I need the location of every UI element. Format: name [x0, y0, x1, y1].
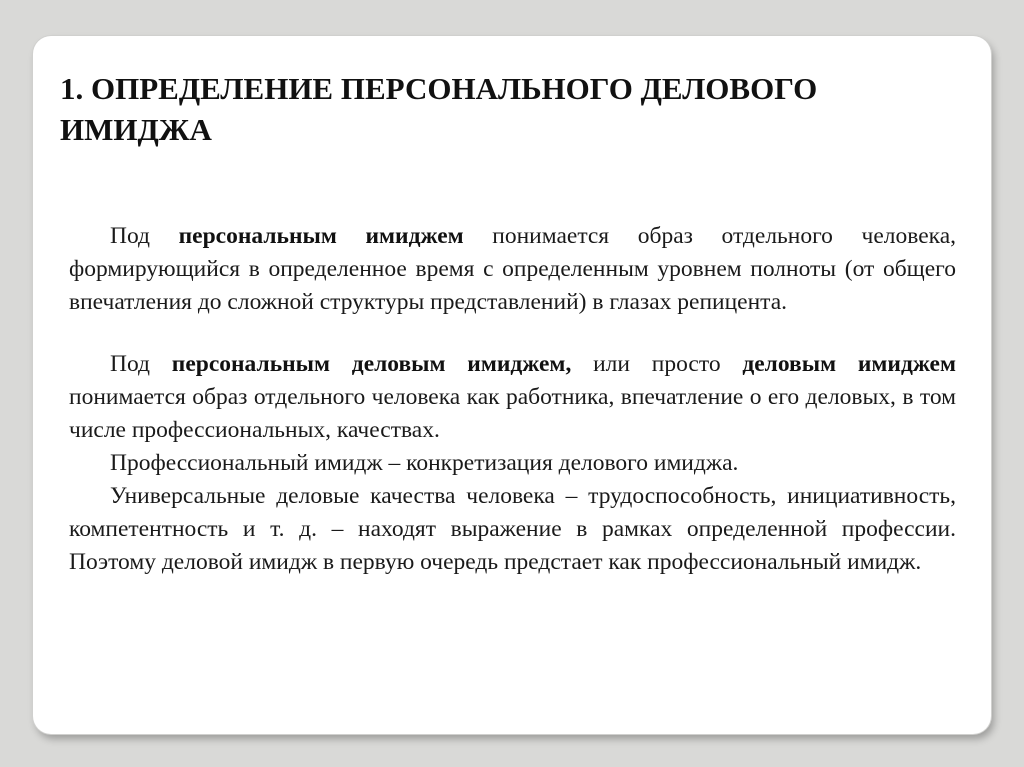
- paragraph-business-image: [69, 348, 956, 447]
- text-run: Под: [110, 223, 179, 249]
- slide: [33, 36, 991, 734]
- bold-term: персональным имиджем: [178, 223, 464, 249]
- text-run: Под: [110, 351, 172, 377]
- bold-term: деловым имиджем: [742, 351, 956, 377]
- slide-body: [69, 220, 956, 579]
- text-run: Профессиональный имидж – конкретизация делового имиджа.: [110, 450, 739, 476]
- paragraph-personal-image: [69, 220, 956, 319]
- bold-term: персональным деловым имиджем,: [171, 351, 572, 377]
- text-run: понимается образ отдельного человека как работника, впечатление о его деловых, в том числе профессиональных, качествах.: [69, 384, 956, 443]
- text-run: понимается образ отдельного человека, формирующийся в определенное время с определенным уровнем полноты (от общего впечатления до сложной структуры представлений) в глазах репицента.: [69, 223, 956, 315]
- text-run: Универсальные деловые качества человека – трудоспособность, инициативность, компетентность и т. д. – находят выражение в рамках определенной профессии. Поэтому деловой имидж в первую очередь предстает как профессиональный имидж.: [69, 483, 956, 575]
- text-run: или просто: [571, 351, 743, 377]
- paragraph-universal-qualities: [69, 480, 956, 579]
- paragraph-professional-image: [69, 447, 956, 480]
- slide-title: 1. ОПРЕДЕЛЕНИЕ ПЕРСОНАЛЬНОГО ДЕЛОВОГО ИМИДЖА: [60, 71, 818, 147]
